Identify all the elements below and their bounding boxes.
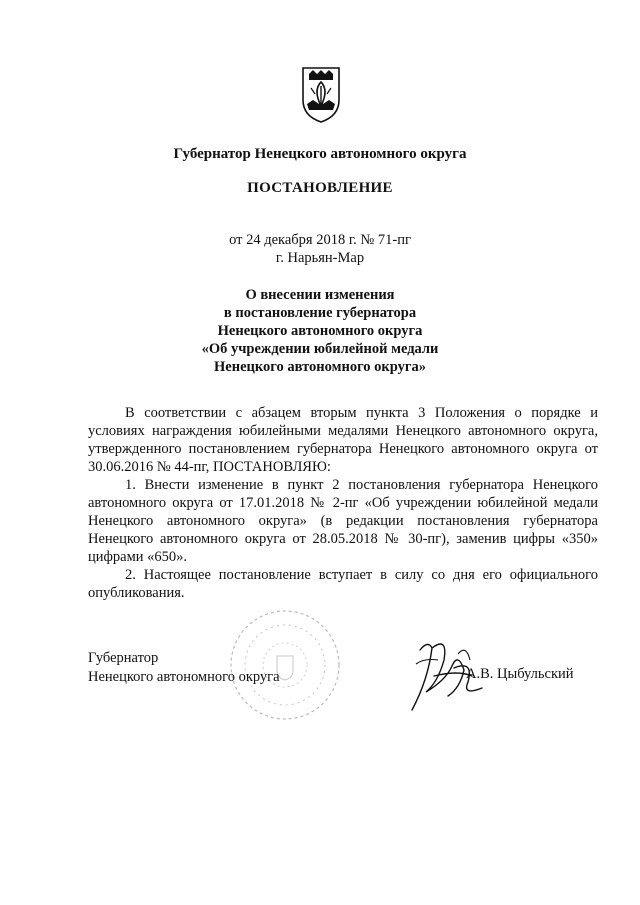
subject-line: в постановление губернатора: [223, 305, 417, 321]
emblem-shield-icon: [299, 60, 343, 124]
document-place: г. Нарьян-Мар: [275, 250, 365, 266]
signatory-title-line: Губернатор: [88, 650, 159, 666]
document-type-title: ПОСТАНОВЛЕНИЕ: [247, 180, 393, 196]
document-date-number: от 24 декабря 2018 г. № 71-пг: [229, 232, 411, 248]
document-body: [88, 404, 598, 602]
body-paragraph-item-2: 2. Настоящее постановление вступает в силу со дня его официального опубликования.: [88, 567, 598, 601]
signatory-title: [88, 649, 280, 687]
signatory-title-line: Ненецкого автономного округа: [88, 669, 280, 685]
coat-of-arms-icon: [299, 60, 343, 124]
subject-line: О внесении изменения: [245, 287, 395, 303]
subject-line: Ненецкого автономного округа: [217, 323, 423, 339]
subject-line: «Об учреждении юбилейной медали: [201, 341, 439, 357]
signatory-name: А.В. Цыбульский: [466, 666, 574, 682]
body-paragraph-preamble: В соответствии с абзацем вторым пункта 3 Положения о порядке и условиях награждения юбилейными медалями Ненецкого автономного округа, утвержденного постановлением губернатора Ненецкого автономного округа от 30.06.2016 № 44-пг, ПОСТАНОВЛЯЮ:: [88, 405, 598, 475]
body-paragraph-item-1: 1. Внести изменение в пункт 2 постановления губернатора Ненецкого автономного округа от 17.01.2018 № 2-пг «Об учреждении юбилейной медали Ненецкого автономного округа» (в редакции постановления губернатора Ненецкого автономного округа от 28.05.2018 № 30-пг), заменив цифры «350» цифрами «650».: [88, 477, 598, 565]
subject-line: Ненецкого автономного округа»: [214, 359, 426, 375]
issuing-authority: Губернатор Ненецкого автономного округа: [173, 146, 467, 162]
document-subject: [0, 286, 640, 376]
